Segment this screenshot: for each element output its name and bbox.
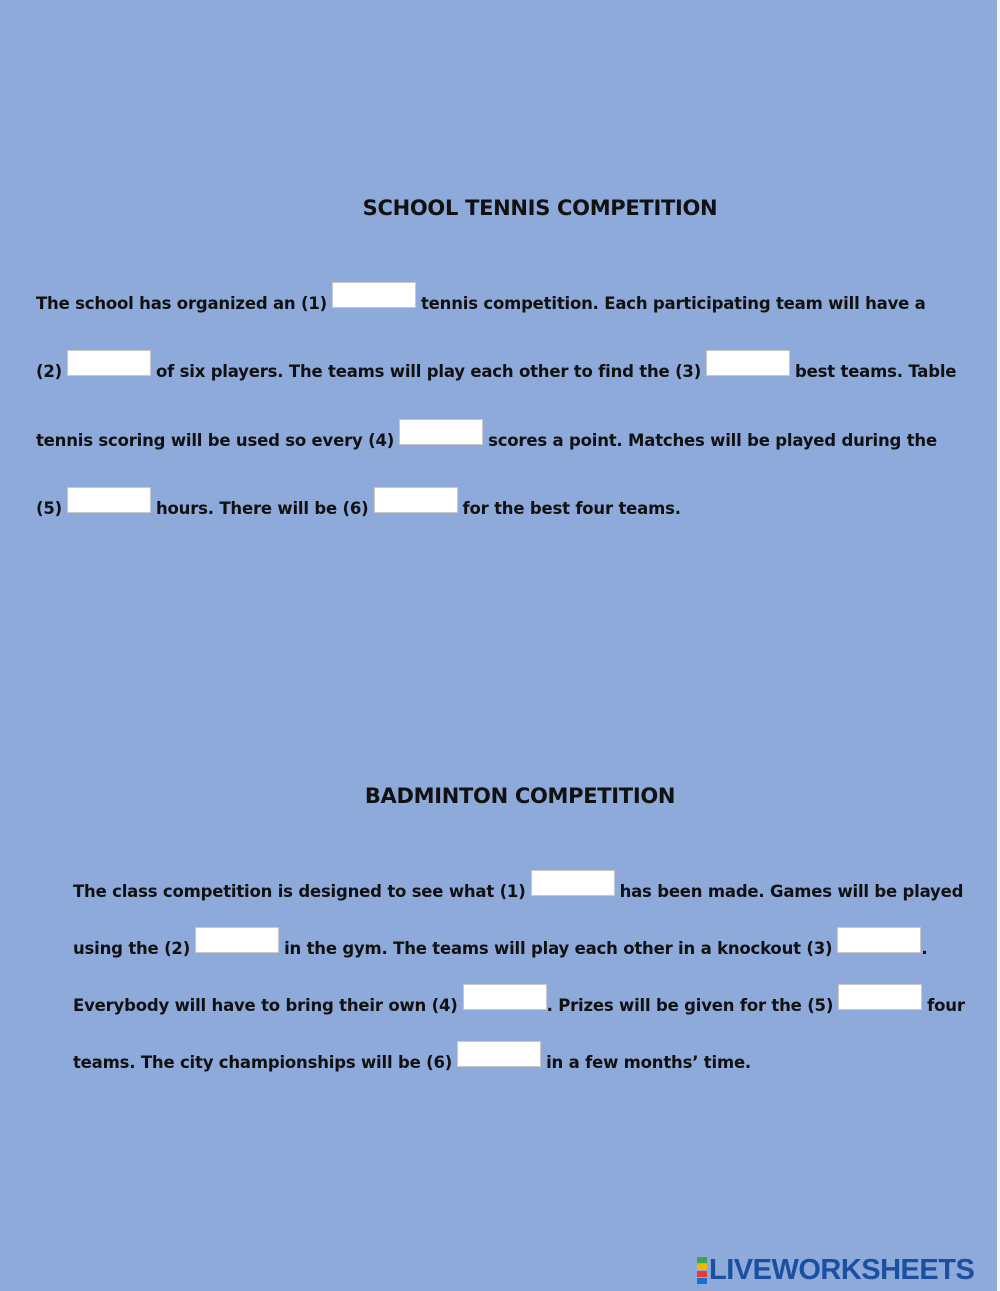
tennis-blank-5[interactable] bbox=[67, 487, 151, 513]
badminton-title: BADMINTON COMPETITION bbox=[364, 784, 676, 808]
badminton-line-4 bbox=[73, 1048, 751, 1078]
badminton-text: . Prizes will be given for the (5) bbox=[546, 996, 834, 1015]
badminton-text: The class competition is designed to see what (1) bbox=[73, 882, 526, 901]
badminton-line-2 bbox=[73, 934, 927, 964]
badminton-text: four bbox=[927, 996, 965, 1015]
badminton-text: has been made. Games will be played bbox=[619, 882, 964, 901]
tennis-text: (5) bbox=[36, 499, 62, 518]
liveworksheets-logo bbox=[697, 1255, 974, 1285]
tennis-text: scores a point. Matches will be played during the bbox=[488, 431, 937, 450]
badminton-line-3 bbox=[73, 991, 965, 1021]
badminton-blank-4[interactable] bbox=[463, 984, 547, 1010]
tennis-title: SCHOOL TENNIS COMPETITION bbox=[362, 196, 718, 220]
badminton-line-1 bbox=[73, 877, 963, 907]
tennis-line-1 bbox=[36, 289, 926, 319]
badminton-blank-1[interactable] bbox=[531, 870, 615, 896]
tennis-text: of six players. The teams will play each other to find the (3) bbox=[155, 362, 702, 381]
tennis-blank-4[interactable] bbox=[399, 419, 483, 445]
tennis-text: The school has organized an (1) bbox=[36, 294, 327, 313]
badminton-text: using the (2) bbox=[73, 939, 191, 958]
tennis-text: hours. There will be (6) bbox=[155, 499, 369, 518]
tennis-text: tennis scoring will be used so every (4) bbox=[36, 431, 395, 450]
tennis-text: (2) bbox=[36, 362, 62, 381]
badminton-text: teams. The city championships will be (6) bbox=[73, 1053, 453, 1072]
logo-mark-icon bbox=[697, 1257, 707, 1284]
tennis-blank-3[interactable] bbox=[706, 350, 790, 376]
badminton-blank-6[interactable] bbox=[457, 1041, 541, 1067]
tennis-line-4 bbox=[36, 494, 681, 524]
logo-text: LIVEWORKSHEETS bbox=[709, 1253, 975, 1286]
badminton-blank-5[interactable] bbox=[838, 984, 922, 1010]
badminton-blank-2[interactable] bbox=[195, 927, 279, 953]
tennis-blank-6[interactable] bbox=[374, 487, 458, 513]
badminton-text: . bbox=[921, 939, 928, 958]
tennis-text: for the best four teams. bbox=[462, 499, 681, 518]
badminton-text: in the gym. The teams will play each other in a knockout (3) bbox=[284, 939, 833, 958]
badminton-text: in a few months’ time. bbox=[546, 1053, 751, 1072]
tennis-blank-1[interactable] bbox=[332, 282, 416, 308]
badminton-text: Everybody will have to bring their own (4) bbox=[73, 996, 458, 1015]
tennis-text: tennis competition. Each participating team will have a bbox=[420, 294, 926, 313]
badminton-blank-3[interactable] bbox=[837, 927, 921, 953]
tennis-line-3 bbox=[36, 426, 937, 456]
tennis-text: best teams. Table bbox=[795, 362, 957, 381]
tennis-line-2 bbox=[36, 357, 956, 387]
tennis-blank-2[interactable] bbox=[67, 350, 151, 376]
